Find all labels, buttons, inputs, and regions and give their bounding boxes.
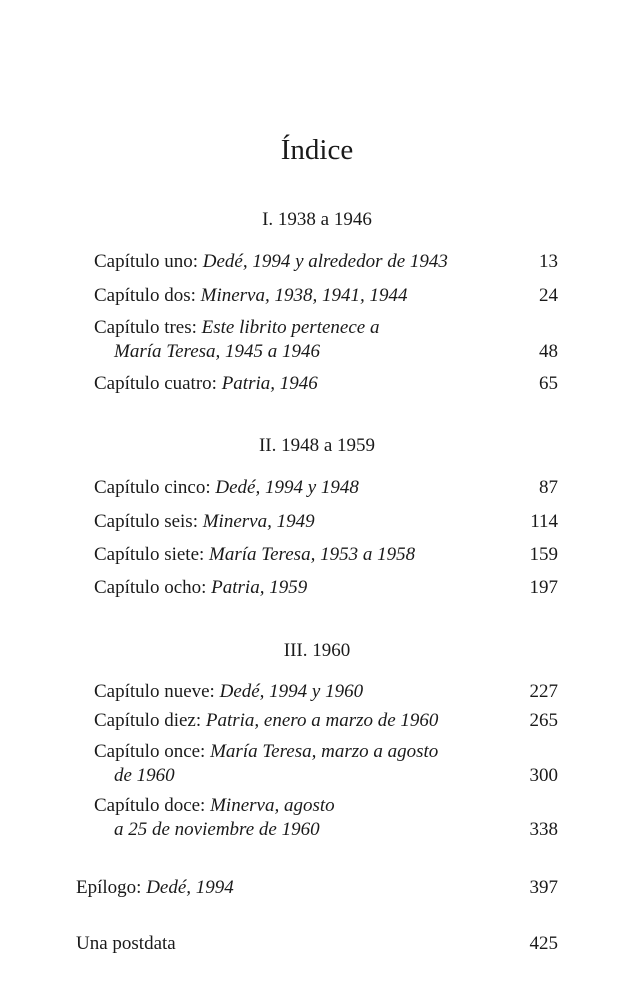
toc-entry: [94, 316, 558, 364]
part-heading: I. 1938 a 1946: [262, 209, 372, 230]
page-number: 300: [529, 765, 558, 786]
entry-label-continuation: de 1960: [114, 765, 175, 786]
entry-label: Capítulo once: María Teresa, marzo a agosto: [94, 741, 439, 762]
toc-entry: [94, 476, 558, 500]
toc-entry: [94, 372, 558, 396]
page-number: 13: [539, 251, 558, 272]
toc-entry-postscript: [76, 932, 558, 956]
entry-label: Epílogo: Dedé, 1994: [76, 877, 234, 898]
toc-entry: [94, 709, 558, 733]
page-number: 338: [529, 819, 558, 840]
page-number: 159: [529, 544, 558, 565]
toc-entry: [94, 576, 558, 600]
toc-title: Índice: [280, 134, 354, 166]
entry-label: Capítulo dos: Minerva, 1938, 1941, 1944: [94, 285, 408, 306]
page-number: 227: [529, 681, 558, 702]
entry-label: Capítulo ocho: Patria, 1959: [94, 577, 308, 598]
entry-label-continuation: a 25 de noviembre de 1960: [114, 819, 320, 840]
entry-label: Capítulo doce: Minerva, agosto: [94, 795, 335, 816]
toc-entry: [94, 740, 558, 788]
page-number: 48: [539, 341, 558, 362]
entry-label: Capítulo cinco: Dedé, 1994 y 1948: [94, 477, 359, 498]
page-number: 425: [529, 933, 558, 954]
entry-label-continuation: María Teresa, 1945 a 1946: [114, 341, 321, 362]
part-heading: II. 1948 a 1959: [258, 435, 376, 456]
toc-entry: [94, 250, 558, 274]
entry-label: Capítulo diez: Patria, enero a marzo de 1960: [94, 710, 439, 731]
toc-entry-epilogue: [76, 876, 558, 900]
entry-label: Una postdata: [76, 933, 176, 954]
part-heading: III. 1960: [283, 640, 351, 661]
page-number: 87: [539, 477, 558, 498]
page-number: 114: [530, 511, 558, 532]
toc-entry: [94, 543, 558, 567]
entry-label: Capítulo siete: María Teresa, 1953 a 1958: [94, 544, 416, 565]
toc-entry: [94, 284, 558, 308]
entry-label: Capítulo tres: Este librito pertenece a: [94, 317, 380, 338]
toc-entry: [94, 680, 558, 704]
page-number: 65: [539, 373, 558, 394]
toc-entry: [94, 794, 558, 842]
entry-label: Capítulo nueve: Dedé, 1994 y 1960: [94, 681, 364, 702]
entry-label: Capítulo uno: Dedé, 1994 y alrededor de 1943: [94, 251, 448, 272]
page-number: 397: [529, 877, 558, 898]
toc-entry: [94, 510, 558, 534]
page-number: 265: [529, 710, 558, 731]
page-number: 197: [529, 577, 558, 598]
entry-label: Capítulo seis: Minerva, 1949: [94, 511, 315, 532]
page-number: 24: [539, 285, 558, 306]
entry-label: Capítulo cuatro: Patria, 1946: [94, 373, 318, 394]
